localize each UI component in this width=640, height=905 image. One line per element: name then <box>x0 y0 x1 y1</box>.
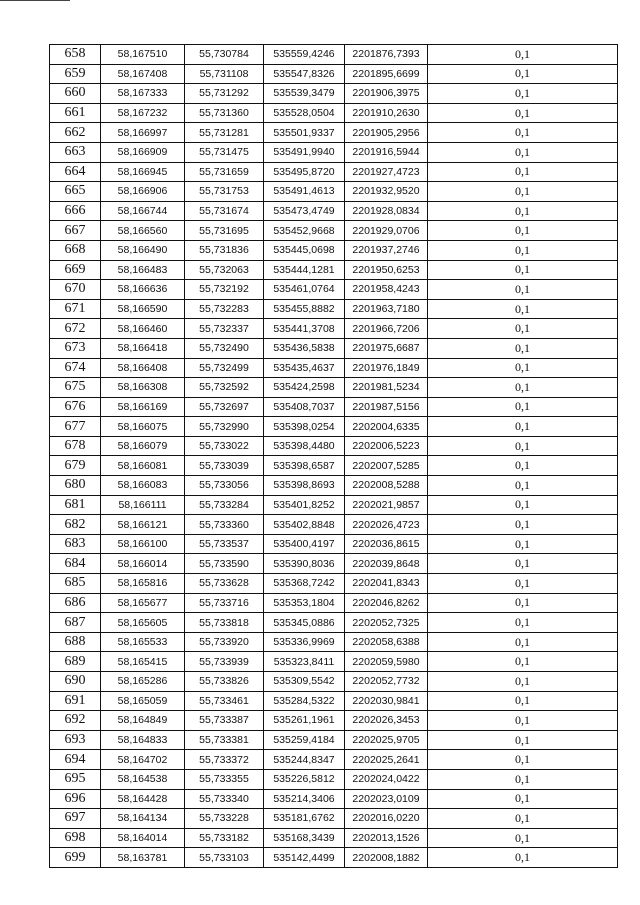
cell-latitude: 58,166121 <box>101 515 185 535</box>
table-row <box>50 593 618 613</box>
cell-accuracy: 0,1 <box>428 672 618 692</box>
cell-y-coordinate: 2202025,9705 <box>345 730 428 750</box>
cell-point-number: 664 <box>50 162 101 182</box>
cell-x-coordinate: 535436,5838 <box>264 338 345 358</box>
cell-longitude: 55,733628 <box>185 574 264 594</box>
cell-accuracy: 0,1 <box>428 534 618 554</box>
cell-y-coordinate: 2201928,0834 <box>345 201 428 221</box>
cell-point-number: 694 <box>50 750 101 770</box>
cell-latitude: 58,167333 <box>101 84 185 104</box>
cell-point-number: 699 <box>50 848 101 868</box>
cell-y-coordinate: 2201932,9520 <box>345 182 428 202</box>
cell-point-number: 689 <box>50 652 101 672</box>
cell-accuracy: 0,1 <box>428 632 618 652</box>
cell-point-number: 696 <box>50 789 101 809</box>
cell-y-coordinate: 2202007,5285 <box>345 456 428 476</box>
cell-point-number: 659 <box>50 64 101 84</box>
cell-point-number: 667 <box>50 221 101 241</box>
table-row <box>50 534 618 554</box>
table-row <box>50 574 618 594</box>
cell-point-number: 673 <box>50 338 101 358</box>
cell-accuracy: 0,1 <box>428 45 618 65</box>
cell-y-coordinate: 2202052,7732 <box>345 672 428 692</box>
cell-latitude: 58,166945 <box>101 162 185 182</box>
cell-point-number: 680 <box>50 476 101 496</box>
cell-accuracy: 0,1 <box>428 397 618 417</box>
cell-point-number: 693 <box>50 730 101 750</box>
cell-longitude: 55,733826 <box>185 672 264 692</box>
cell-accuracy: 0,1 <box>428 378 618 398</box>
cell-longitude: 55,732192 <box>185 280 264 300</box>
cell-longitude: 55,733103 <box>185 848 264 868</box>
cell-x-coordinate: 535261,1961 <box>264 711 345 731</box>
cell-point-number: 669 <box>50 260 101 280</box>
cell-longitude: 55,731292 <box>185 84 264 104</box>
cell-y-coordinate: 2201987,5156 <box>345 397 428 417</box>
cell-y-coordinate: 2201929,0706 <box>345 221 428 241</box>
cell-x-coordinate: 535226,5812 <box>264 769 345 789</box>
cell-x-coordinate: 535368,7242 <box>264 574 345 594</box>
cell-accuracy: 0,1 <box>428 476 618 496</box>
scan-edge-line <box>0 0 70 1</box>
table-row <box>50 711 618 731</box>
cell-latitude: 58,165286 <box>101 672 185 692</box>
cell-latitude: 58,166083 <box>101 476 185 496</box>
cell-y-coordinate: 2201950,6253 <box>345 260 428 280</box>
cell-y-coordinate: 2202059,5980 <box>345 652 428 672</box>
cell-y-coordinate: 2201981,5234 <box>345 378 428 398</box>
cell-accuracy: 0,1 <box>428 809 618 829</box>
cell-latitude: 58,164428 <box>101 789 185 809</box>
cell-y-coordinate: 2201916,5944 <box>345 142 428 162</box>
table-row <box>50 789 618 809</box>
cell-longitude: 55,731695 <box>185 221 264 241</box>
cell-latitude: 58,166906 <box>101 182 185 202</box>
cell-x-coordinate: 535473,4749 <box>264 201 345 221</box>
cell-latitude: 58,166744 <box>101 201 185 221</box>
table-row <box>50 828 618 848</box>
cell-accuracy: 0,1 <box>428 182 618 202</box>
cell-x-coordinate: 535445,0698 <box>264 240 345 260</box>
cell-point-number: 674 <box>50 358 101 378</box>
table-row <box>50 613 618 633</box>
cell-point-number: 690 <box>50 672 101 692</box>
cell-latitude: 58,166590 <box>101 299 185 319</box>
cell-accuracy: 0,1 <box>428 319 618 339</box>
cell-y-coordinate: 2202058,6388 <box>345 632 428 652</box>
cell-point-number: 668 <box>50 240 101 260</box>
table-row <box>50 515 618 535</box>
coordinates-table <box>49 44 618 868</box>
table-row <box>50 730 618 750</box>
cell-accuracy: 0,1 <box>428 162 618 182</box>
cell-latitude: 58,166079 <box>101 436 185 456</box>
cell-longitude: 55,733228 <box>185 809 264 829</box>
cell-longitude: 55,733920 <box>185 632 264 652</box>
cell-y-coordinate: 2201966,7206 <box>345 319 428 339</box>
table-row <box>50 358 618 378</box>
cell-x-coordinate: 535244,8347 <box>264 750 345 770</box>
cell-latitude: 58,167408 <box>101 64 185 84</box>
cell-latitude: 58,166997 <box>101 123 185 143</box>
cell-accuracy: 0,1 <box>428 711 618 731</box>
table-row <box>50 280 618 300</box>
table-row <box>50 162 618 182</box>
cell-y-coordinate: 2201895,6699 <box>345 64 428 84</box>
cell-point-number: 671 <box>50 299 101 319</box>
table-row <box>50 436 618 456</box>
cell-longitude: 55,733381 <box>185 730 264 750</box>
cell-accuracy: 0,1 <box>428 730 618 750</box>
cell-longitude: 55,731360 <box>185 103 264 123</box>
cell-point-number: 684 <box>50 554 101 574</box>
cell-y-coordinate: 2202030,9841 <box>345 691 428 711</box>
cell-y-coordinate: 2202013,1526 <box>345 828 428 848</box>
cell-x-coordinate: 535259,4184 <box>264 730 345 750</box>
cell-y-coordinate: 2202004,6335 <box>345 417 428 437</box>
cell-y-coordinate: 2201937,2746 <box>345 240 428 260</box>
cell-x-coordinate: 535444,1281 <box>264 260 345 280</box>
cell-y-coordinate: 2201906,3975 <box>345 84 428 104</box>
cell-latitude: 58,166460 <box>101 319 185 339</box>
cell-latitude: 58,166636 <box>101 280 185 300</box>
cell-point-number: 682 <box>50 515 101 535</box>
cell-x-coordinate: 535491,4613 <box>264 182 345 202</box>
cell-longitude: 55,733818 <box>185 613 264 633</box>
table-row <box>50 378 618 398</box>
cell-point-number: 670 <box>50 280 101 300</box>
cell-y-coordinate: 2201905,2956 <box>345 123 428 143</box>
table-row <box>50 64 618 84</box>
table-row <box>50 299 618 319</box>
cell-x-coordinate: 535491,9940 <box>264 142 345 162</box>
cell-accuracy: 0,1 <box>428 221 618 241</box>
cell-x-coordinate: 535528,0504 <box>264 103 345 123</box>
cell-latitude: 58,164849 <box>101 711 185 731</box>
table-row <box>50 554 618 574</box>
cell-point-number: 665 <box>50 182 101 202</box>
cell-y-coordinate: 2202008,1882 <box>345 848 428 868</box>
cell-y-coordinate: 2202016,0220 <box>345 809 428 829</box>
cell-accuracy: 0,1 <box>428 750 618 770</box>
cell-latitude: 58,163781 <box>101 848 185 868</box>
cell-latitude: 58,166111 <box>101 495 185 515</box>
cell-longitude: 55,731836 <box>185 240 264 260</box>
cell-x-coordinate: 535435,4637 <box>264 358 345 378</box>
cell-accuracy: 0,1 <box>428 652 618 672</box>
cell-x-coordinate: 535461,0764 <box>264 280 345 300</box>
cell-longitude: 55,731108 <box>185 64 264 84</box>
cell-accuracy: 0,1 <box>428 338 618 358</box>
table-row <box>50 417 618 437</box>
cell-longitude: 55,731475 <box>185 142 264 162</box>
cell-y-coordinate: 2201963,7180 <box>345 299 428 319</box>
table-row <box>50 201 618 221</box>
cell-latitude: 58,166418 <box>101 338 185 358</box>
cell-accuracy: 0,1 <box>428 417 618 437</box>
cell-point-number: 692 <box>50 711 101 731</box>
cell-point-number: 677 <box>50 417 101 437</box>
cell-longitude: 55,732499 <box>185 358 264 378</box>
cell-longitude: 55,733590 <box>185 554 264 574</box>
cell-x-coordinate: 535539,3479 <box>264 84 345 104</box>
cell-point-number: 688 <box>50 632 101 652</box>
cell-x-coordinate: 535336,9969 <box>264 632 345 652</box>
cell-accuracy: 0,1 <box>428 574 618 594</box>
cell-x-coordinate: 535400,4197 <box>264 534 345 554</box>
cell-longitude: 55,733056 <box>185 476 264 496</box>
table-row <box>50 45 618 65</box>
cell-latitude: 58,166408 <box>101 358 185 378</box>
cell-x-coordinate: 535181,6762 <box>264 809 345 829</box>
cell-x-coordinate: 535398,6587 <box>264 456 345 476</box>
cell-accuracy: 0,1 <box>428 554 618 574</box>
cell-longitude: 55,733372 <box>185 750 264 770</box>
cell-y-coordinate: 2202023,0109 <box>345 789 428 809</box>
cell-latitude: 58,165415 <box>101 652 185 672</box>
cell-longitude: 55,733340 <box>185 789 264 809</box>
cell-latitude: 58,166081 <box>101 456 185 476</box>
cell-latitude: 58,164833 <box>101 730 185 750</box>
cell-x-coordinate: 535390,8036 <box>264 554 345 574</box>
cell-point-number: 672 <box>50 319 101 339</box>
table-row <box>50 652 618 672</box>
cell-point-number: 658 <box>50 45 101 65</box>
table-row <box>50 240 618 260</box>
cell-point-number: 666 <box>50 201 101 221</box>
cell-y-coordinate: 2202008,5288 <box>345 476 428 496</box>
cell-accuracy: 0,1 <box>428 358 618 378</box>
table-row <box>50 103 618 123</box>
cell-accuracy: 0,1 <box>428 515 618 535</box>
cell-point-number: 663 <box>50 142 101 162</box>
cell-longitude: 55,730784 <box>185 45 264 65</box>
cell-latitude: 58,166483 <box>101 260 185 280</box>
cell-x-coordinate: 535398,4480 <box>264 436 345 456</box>
cell-longitude: 55,731753 <box>185 182 264 202</box>
table-row <box>50 338 618 358</box>
cell-longitude: 55,733039 <box>185 456 264 476</box>
cell-y-coordinate: 2202025,2641 <box>345 750 428 770</box>
table-row <box>50 672 618 692</box>
cell-accuracy: 0,1 <box>428 789 618 809</box>
cell-x-coordinate: 535398,0254 <box>264 417 345 437</box>
cell-accuracy: 0,1 <box>428 769 618 789</box>
table-row <box>50 809 618 829</box>
cell-longitude: 55,732490 <box>185 338 264 358</box>
table-row <box>50 848 618 868</box>
cell-longitude: 55,733461 <box>185 691 264 711</box>
cell-y-coordinate: 2202024,0422 <box>345 769 428 789</box>
cell-point-number: 675 <box>50 378 101 398</box>
cell-point-number: 698 <box>50 828 101 848</box>
cell-x-coordinate: 535441,3708 <box>264 319 345 339</box>
cell-x-coordinate: 535401,8252 <box>264 495 345 515</box>
cell-latitude: 58,167510 <box>101 45 185 65</box>
table-row <box>50 221 618 241</box>
cell-latitude: 58,166014 <box>101 554 185 574</box>
cell-latitude: 58,165816 <box>101 574 185 594</box>
cell-longitude: 55,733387 <box>185 711 264 731</box>
cell-longitude: 55,733284 <box>185 495 264 515</box>
cell-y-coordinate: 2202026,4723 <box>345 515 428 535</box>
cell-latitude: 58,166075 <box>101 417 185 437</box>
cell-point-number: 679 <box>50 456 101 476</box>
cell-latitude: 58,165533 <box>101 632 185 652</box>
cell-accuracy: 0,1 <box>428 613 618 633</box>
cell-x-coordinate: 535402,8848 <box>264 515 345 535</box>
cell-accuracy: 0,1 <box>428 260 618 280</box>
table-row <box>50 632 618 652</box>
table-row <box>50 750 618 770</box>
cell-point-number: 687 <box>50 613 101 633</box>
cell-x-coordinate: 535501,9337 <box>264 123 345 143</box>
cell-y-coordinate: 2202041,8343 <box>345 574 428 594</box>
cell-longitude: 55,732592 <box>185 378 264 398</box>
cell-accuracy: 0,1 <box>428 593 618 613</box>
cell-x-coordinate: 535495,8720 <box>264 162 345 182</box>
cell-point-number: 660 <box>50 84 101 104</box>
cell-latitude: 58,164702 <box>101 750 185 770</box>
cell-x-coordinate: 535323,8411 <box>264 652 345 672</box>
cell-y-coordinate: 2202052,7325 <box>345 613 428 633</box>
cell-longitude: 55,733360 <box>185 515 264 535</box>
cell-point-number: 691 <box>50 691 101 711</box>
cell-longitude: 55,733716 <box>185 593 264 613</box>
cell-accuracy: 0,1 <box>428 828 618 848</box>
cell-y-coordinate: 2201910,2630 <box>345 103 428 123</box>
cell-accuracy: 0,1 <box>428 103 618 123</box>
cell-longitude: 55,732063 <box>185 260 264 280</box>
table-row <box>50 397 618 417</box>
cell-x-coordinate: 535452,9668 <box>264 221 345 241</box>
cell-longitude: 55,733022 <box>185 436 264 456</box>
cell-y-coordinate: 2201976,1849 <box>345 358 428 378</box>
cell-longitude: 55,733355 <box>185 769 264 789</box>
cell-accuracy: 0,1 <box>428 123 618 143</box>
cell-x-coordinate: 535284,5322 <box>264 691 345 711</box>
table-row <box>50 260 618 280</box>
cell-y-coordinate: 2202039,8648 <box>345 554 428 574</box>
cell-x-coordinate: 535142,4499 <box>264 848 345 868</box>
cell-point-number: 695 <box>50 769 101 789</box>
cell-accuracy: 0,1 <box>428 299 618 319</box>
cell-y-coordinate: 2201927,4723 <box>345 162 428 182</box>
cell-y-coordinate: 2202021,9857 <box>345 495 428 515</box>
cell-latitude: 58,164538 <box>101 769 185 789</box>
table-row <box>50 123 618 143</box>
table-row <box>50 142 618 162</box>
cell-y-coordinate: 2202006,5223 <box>345 436 428 456</box>
cell-latitude: 58,166308 <box>101 378 185 398</box>
cell-point-number: 683 <box>50 534 101 554</box>
cell-longitude: 55,733939 <box>185 652 264 672</box>
cell-y-coordinate: 2202026,3453 <box>345 711 428 731</box>
cell-longitude: 55,732337 <box>185 319 264 339</box>
cell-accuracy: 0,1 <box>428 64 618 84</box>
cell-accuracy: 0,1 <box>428 691 618 711</box>
cell-accuracy: 0,1 <box>428 240 618 260</box>
cell-longitude: 55,731281 <box>185 123 264 143</box>
table-row <box>50 495 618 515</box>
cell-point-number: 681 <box>50 495 101 515</box>
cell-y-coordinate: 2202036,8615 <box>345 534 428 554</box>
cell-longitude: 55,732990 <box>185 417 264 437</box>
cell-x-coordinate: 535309,5542 <box>264 672 345 692</box>
cell-latitude: 58,166100 <box>101 534 185 554</box>
cell-longitude: 55,731674 <box>185 201 264 221</box>
cell-accuracy: 0,1 <box>428 84 618 104</box>
cell-latitude: 58,166490 <box>101 240 185 260</box>
cell-latitude: 58,165677 <box>101 593 185 613</box>
cell-accuracy: 0,1 <box>428 456 618 476</box>
cell-longitude: 55,731659 <box>185 162 264 182</box>
cell-x-coordinate: 535398,8693 <box>264 476 345 496</box>
cell-latitude: 58,166169 <box>101 397 185 417</box>
cell-x-coordinate: 535559,4246 <box>264 45 345 65</box>
cell-accuracy: 0,1 <box>428 436 618 456</box>
cell-longitude: 55,732283 <box>185 299 264 319</box>
cell-latitude: 58,165059 <box>101 691 185 711</box>
cell-latitude: 58,167232 <box>101 103 185 123</box>
cell-x-coordinate: 535408,7037 <box>264 397 345 417</box>
cell-accuracy: 0,1 <box>428 201 618 221</box>
cell-accuracy: 0,1 <box>428 280 618 300</box>
cell-x-coordinate: 535168,3439 <box>264 828 345 848</box>
table-row <box>50 84 618 104</box>
cell-x-coordinate: 535214,3406 <box>264 789 345 809</box>
cell-accuracy: 0,1 <box>428 495 618 515</box>
table-row <box>50 319 618 339</box>
cell-point-number: 678 <box>50 436 101 456</box>
cell-latitude: 58,164134 <box>101 809 185 829</box>
cell-y-coordinate: 2202046,8262 <box>345 593 428 613</box>
cell-longitude: 55,732697 <box>185 397 264 417</box>
cell-latitude: 58,164014 <box>101 828 185 848</box>
cell-point-number: 676 <box>50 397 101 417</box>
cell-longitude: 55,733182 <box>185 828 264 848</box>
cell-point-number: 697 <box>50 809 101 829</box>
cell-x-coordinate: 535424,2598 <box>264 378 345 398</box>
cell-y-coordinate: 2201958,4243 <box>345 280 428 300</box>
cell-latitude: 58,165605 <box>101 613 185 633</box>
table-row <box>50 182 618 202</box>
table-row <box>50 691 618 711</box>
cell-latitude: 58,166909 <box>101 142 185 162</box>
cell-accuracy: 0,1 <box>428 142 618 162</box>
cell-x-coordinate: 535547,8326 <box>264 64 345 84</box>
cell-x-coordinate: 535455,8882 <box>264 299 345 319</box>
table-row <box>50 456 618 476</box>
table-row <box>50 769 618 789</box>
cell-point-number: 662 <box>50 123 101 143</box>
cell-x-coordinate: 535353,1804 <box>264 593 345 613</box>
cell-longitude: 55,733537 <box>185 534 264 554</box>
cell-y-coordinate: 2201876,7393 <box>345 45 428 65</box>
cell-point-number: 685 <box>50 574 101 594</box>
coordinates-table-body <box>50 45 618 868</box>
cell-x-coordinate: 535345,0886 <box>264 613 345 633</box>
cell-accuracy: 0,1 <box>428 848 618 868</box>
cell-y-coordinate: 2201975,6687 <box>345 338 428 358</box>
cell-point-number: 686 <box>50 593 101 613</box>
cell-latitude: 58,166560 <box>101 221 185 241</box>
cell-point-number: 661 <box>50 103 101 123</box>
table-row <box>50 476 618 496</box>
